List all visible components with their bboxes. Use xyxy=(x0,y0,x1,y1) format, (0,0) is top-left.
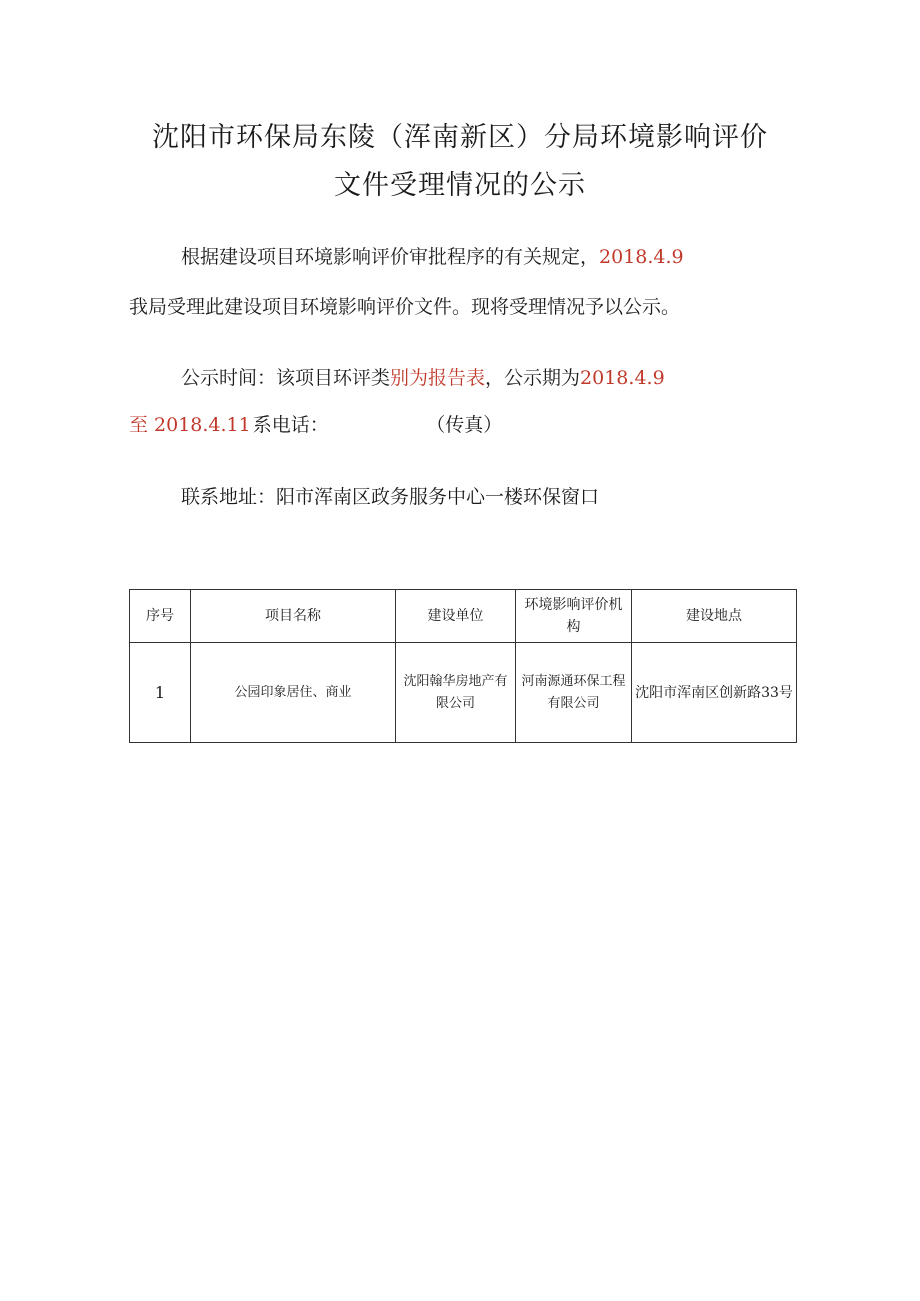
publicity-end-date: 至 2018.4.11 xyxy=(129,414,251,436)
fax-label: （传真） xyxy=(435,414,503,436)
phone-label: 系电话： xyxy=(252,414,329,436)
header-location: 建设地点 xyxy=(632,590,797,643)
table-header-row xyxy=(130,590,797,643)
document-title-line-1: 沈阳市环保局东陵（浑南新区）分局环境影响评价 xyxy=(152,122,768,153)
header-project-name: 项目名称 xyxy=(191,590,396,643)
cell-seq: 1 xyxy=(130,643,191,743)
cell-project-name: 公园印象居住、商业 xyxy=(191,643,396,743)
publicity-time-label: 公示时间：该项目环评类 xyxy=(181,367,391,389)
cell-eia-agency: 河南源通环保工程有限公司 xyxy=(516,643,632,743)
document-title-line-2: 文件受理情况的公示 xyxy=(334,170,586,201)
header-eia-agency: 环境影响评价机构 xyxy=(516,590,632,643)
paragraph-2-line-1 xyxy=(181,366,665,390)
report-type: 别为报告表 xyxy=(390,367,486,389)
project-table xyxy=(129,589,797,743)
table-row xyxy=(130,643,797,743)
paragraph-1-line-2: 我局受理此建设项目环境影响评价文件。现将受理情况予以公示。 xyxy=(129,296,681,318)
publicity-start-date: 2018.4.9 xyxy=(580,367,665,389)
paragraph-2-line-2 xyxy=(129,413,502,437)
cell-builder: 沈阳翰华房地产有限公司 xyxy=(396,643,516,743)
publicity-period-label: ，公示期为 xyxy=(485,367,581,389)
paragraph-1-text: 根据建设项目环境影响评价审批程序的有关规定， xyxy=(181,246,600,268)
header-builder: 建设单位 xyxy=(396,590,516,643)
paragraph-1-line-1 xyxy=(181,245,684,269)
contact-address: 联系地址：阳市浑南区政务服务中心一楼环保窗口 xyxy=(181,486,600,508)
cell-location: 沈阳市浑南区创新路33号 xyxy=(632,643,797,743)
header-seq: 序号 xyxy=(130,590,191,643)
acceptance-date: 2018.4.9 xyxy=(599,246,684,268)
